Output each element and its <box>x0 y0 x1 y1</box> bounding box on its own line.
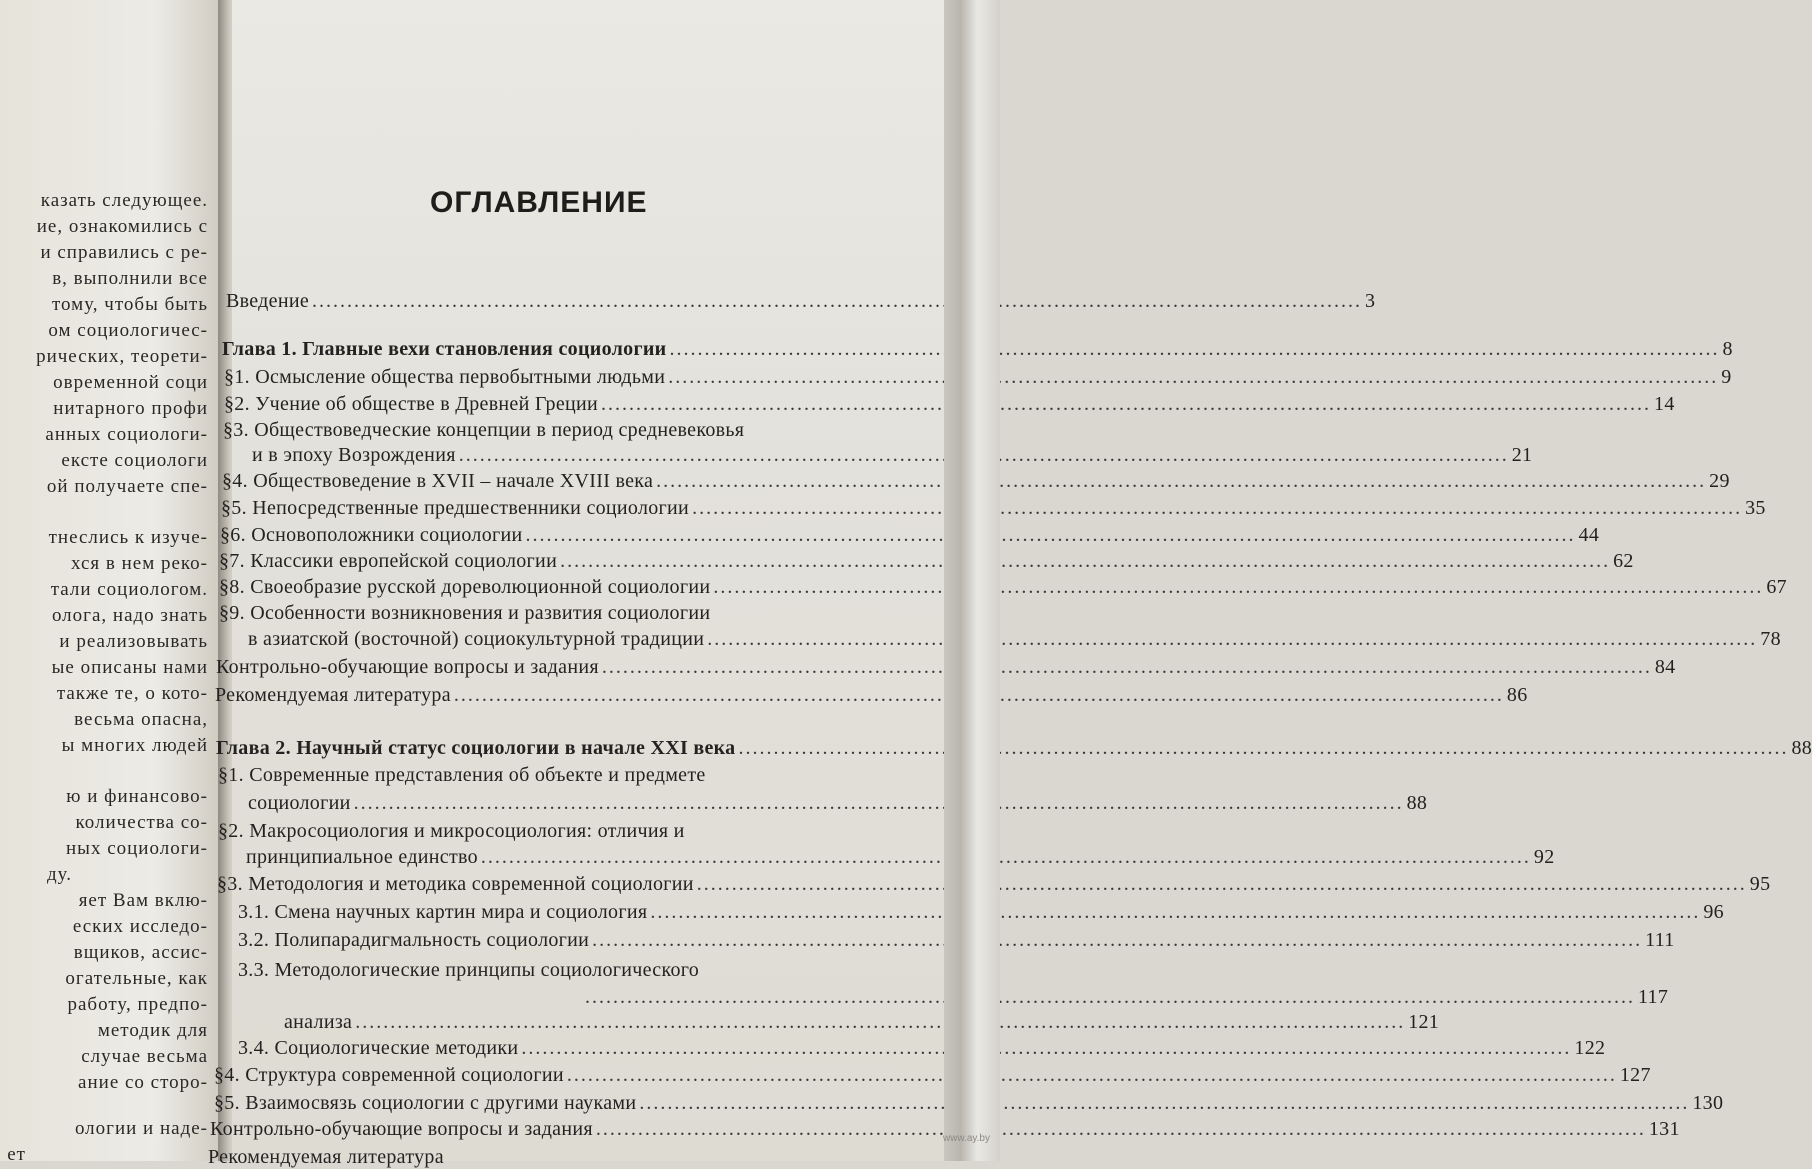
left-page-line: в, выполнили все <box>52 268 208 289</box>
toc-entry-label: 3.3. Методологические принципы социологического <box>238 959 700 981</box>
left-page-line: ологии и наде- <box>74 1118 208 1139</box>
left-page-line: олога, надо знать <box>51 605 208 626</box>
left-page-line: ом социологичес- <box>48 320 208 341</box>
toc-entry: анализа ..... 121 <box>284 1011 880 1034</box>
toc-entry: Контрольно-обучающие вопросы и задания ..... 84 <box>216 656 866 679</box>
toc-entry: 3.4. Социологические методики ..... 122 <box>238 1037 880 1060</box>
left-page-line: овременной соци <box>53 372 208 393</box>
left-page-line: ые описаны нами <box>51 657 208 678</box>
toc-entry: §3. Методология и методика современной социологии ..... 95 <box>217 873 873 896</box>
left-page-line: ных социологи- <box>66 838 208 859</box>
left-page-line: еских исследо- <box>72 916 208 937</box>
left-page-line: ет <box>7 1144 26 1165</box>
toc-entry: 3.1. Смена научных картин мира и социология ..... 96 <box>238 901 874 924</box>
toc-entry: Рекомендуемая литература ..... 86 <box>215 684 867 707</box>
left-page-line: и реализовывать <box>59 631 208 652</box>
toc-entry: 3.2. Полипарадигмальность социологии ..... 111 <box>238 929 876 952</box>
toc-entry: §8. Своеобразие русской дореволюционной социологии ..... 67 <box>219 576 865 599</box>
left-page-line: рических, теорети- <box>36 346 208 367</box>
toc-entry-label: Рекомендуемая литература <box>208 1146 444 1168</box>
toc-entry-label: §9. Особенности возникновения и развития социологии <box>219 602 711 624</box>
left-page-line: ду. <box>46 864 72 885</box>
toc-entry: §4. Структура современной социологии ..... 127 <box>214 1064 880 1087</box>
left-page-line: ой получаете спе- <box>46 476 208 497</box>
left-page-line: весьма опасна, <box>74 709 208 730</box>
left-page-line: ание со сторо- <box>78 1072 208 1093</box>
toc-chapter-heading: Глава 2. Научный статус социологии в начале XXI века ..... 88 <box>216 737 870 760</box>
left-page-line: количества со- <box>75 812 208 833</box>
toc-entry: социологии ..... 88 <box>248 792 870 815</box>
left-page-line: вщиков, ассис- <box>73 942 208 963</box>
toc-entry: §7. Классики европейской социологии ..... 62 <box>219 550 863 573</box>
toc-entry: §5. Непосредственные предшественники социологии ..... 35 <box>221 497 861 520</box>
toc-chapter-heading: Глава 1. Главные вехи становления социологии ..... 8 <box>222 338 846 361</box>
left-page-line: также те, о кото- <box>56 683 208 704</box>
toc-entry-label: §2. Макросоциология и микросоциология: отличия и <box>218 820 685 842</box>
toc-entry: принципиальное единство ..... 92 <box>246 846 872 869</box>
toc-entry: §2. Учение об обществе в Древней Греции ..... 14 <box>224 393 850 416</box>
toc-entry-label: §1. Современные представления об объекте и предмете <box>218 764 706 786</box>
toc-entry: §5. Взаимосвязь социологии с другими науками ..... 130 <box>214 1092 882 1115</box>
watermark: www.ay.by <box>942 1133 990 1144</box>
left-page-line: хся в нем реко- <box>71 553 208 574</box>
left-page-line: случае весьма <box>81 1046 208 1067</box>
toc-entry: §6. Основоположники социологии ..... 44 <box>220 524 862 547</box>
left-page-line: ексте социологи <box>61 450 208 471</box>
left-page-line: и справились с ре- <box>40 242 208 263</box>
page-edge <box>944 0 1000 1161</box>
toc-entry: §4. Обществоведение в XVII – начале XVIII века ..... 29 <box>222 470 860 493</box>
toc-entry: Введение ..... 3 <box>226 290 846 313</box>
left-page <box>0 0 222 1165</box>
toc-entry: в азиатской (восточной) социокультурной традиции ..... 78 <box>248 628 866 651</box>
left-page-line: ие, ознакомились с <box>36 216 208 237</box>
left-page-line: тали социологом. <box>50 579 208 600</box>
toc-entry: §1. Осмысление общества первобытными людьми ..... 9 <box>224 366 848 389</box>
toc-entry: Контрольно-обучающие вопросы и задания ..... 131 <box>210 1118 882 1141</box>
left-page-line: тому, чтобы быть <box>51 294 208 315</box>
left-page-line: яет Вам вклю- <box>78 890 208 911</box>
toc-entry: ..... 117 <box>582 986 878 1009</box>
left-page-line: ю и финансово- <box>66 786 208 807</box>
left-page-line: ы многих людей <box>61 735 208 756</box>
left-page-line: тнеслись к изуче- <box>48 527 208 548</box>
left-page-line: нитарного профи <box>53 398 208 419</box>
left-page-line: анных социологи- <box>45 424 208 445</box>
toc-title: ОГЛАВЛЕНИЕ <box>430 186 648 219</box>
toc-entry-label: §3. Обществоведческие концепции в период средневековья <box>223 419 745 441</box>
left-page-line: огательные, как <box>65 968 208 989</box>
left-page-line: казать следующее. <box>40 190 208 211</box>
toc-entry: и в эпоху Возрождения ..... 21 <box>252 444 858 467</box>
left-page-line: работу, предпо- <box>67 994 208 1015</box>
left-page-line: методик для <box>97 1020 208 1041</box>
